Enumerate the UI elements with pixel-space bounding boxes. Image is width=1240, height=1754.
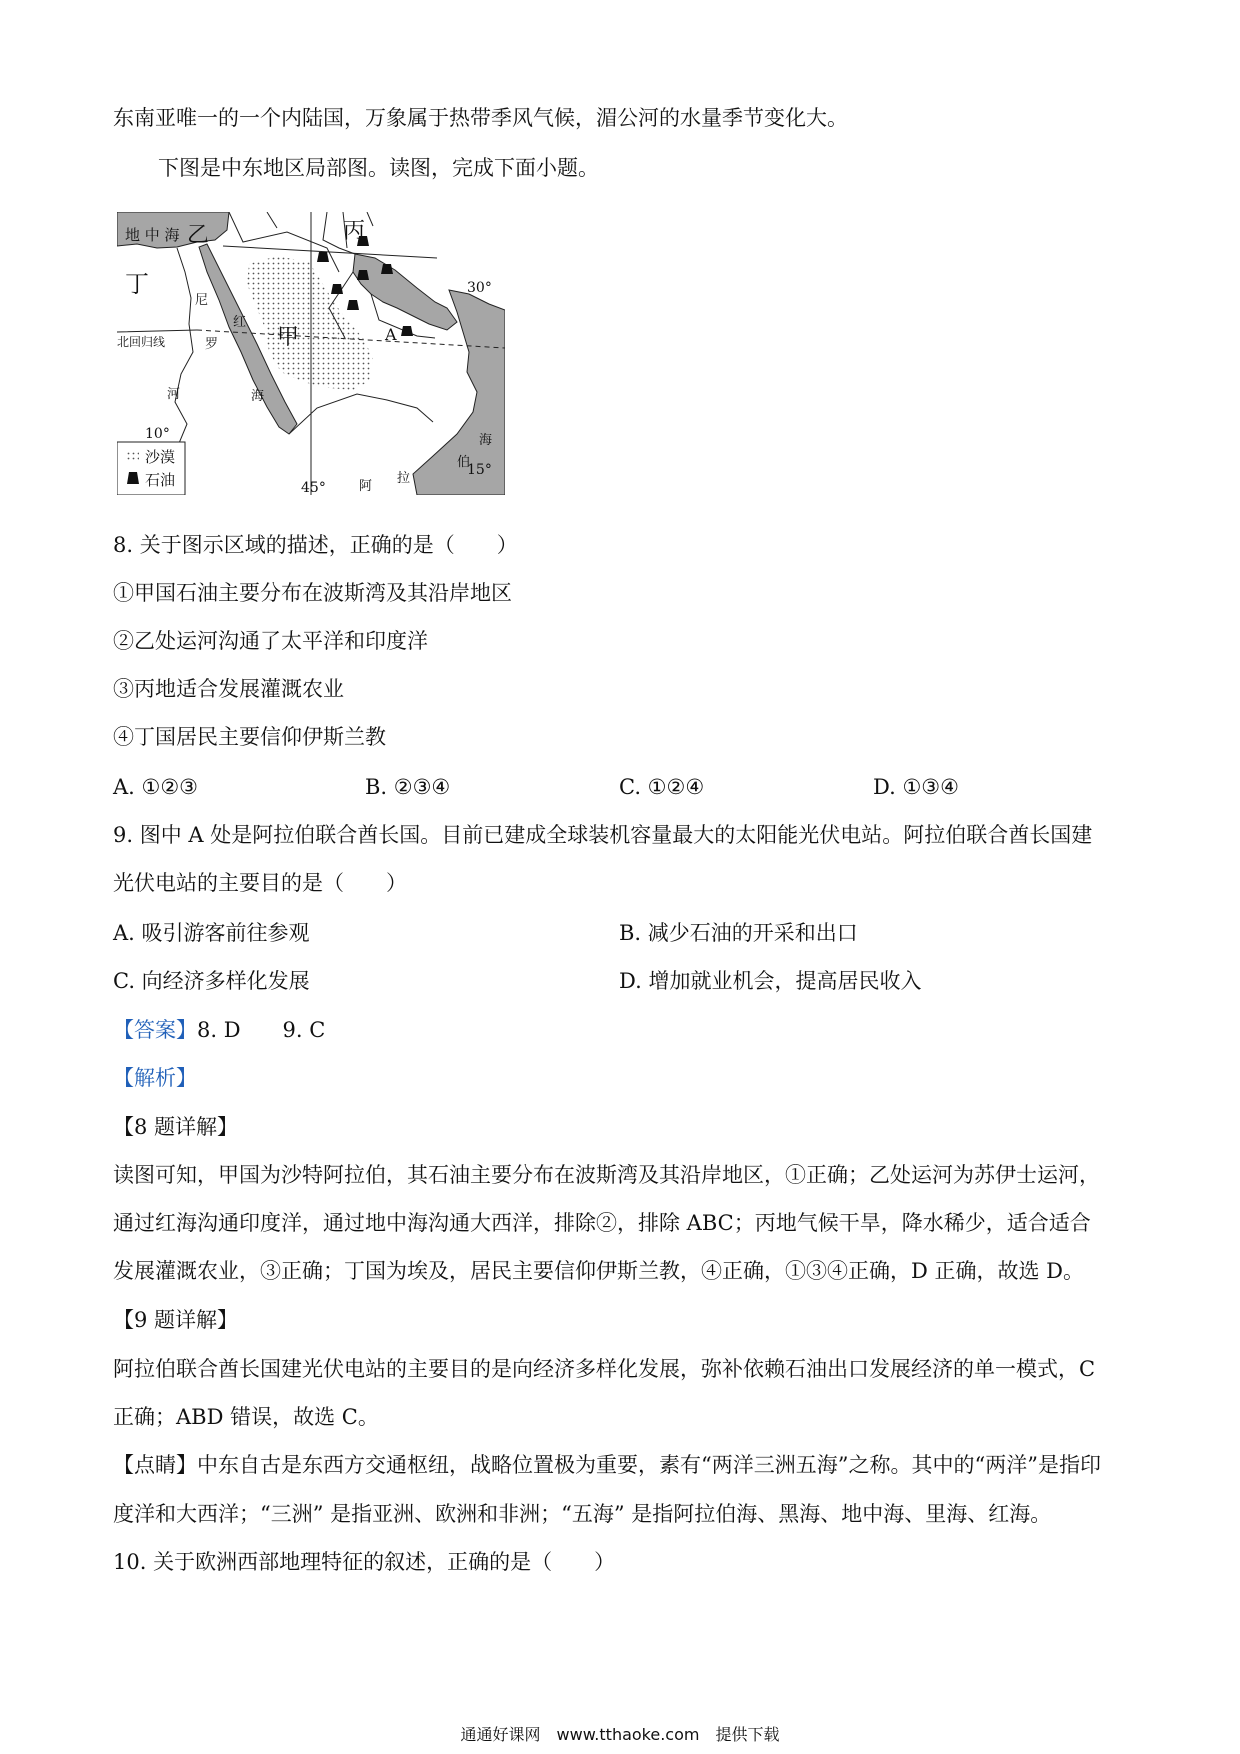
oil-icon [357, 270, 369, 280]
intro-line-2: 下图是中东地区局部图。读图，完成下面小题。 [158, 156, 599, 180]
oil-icon [401, 326, 413, 336]
oil-icon [347, 300, 359, 310]
label-A: A [385, 325, 397, 344]
q8-option-a: A. ①②③ [113, 775, 198, 799]
q8-stem: 8. 关于图示区域的描述，正确的是（ ） [113, 533, 518, 557]
q10-stem: 10. 关于欧洲西部地理特征的叙述，正确的是（ ） [113, 1550, 616, 1574]
label-arabian-sea-4: 阿 [359, 479, 373, 494]
label-lat30: 30° [467, 280, 492, 296]
q9-stem-line-2: 光伏电站的主要目的是（ ） [113, 871, 407, 895]
oil-legend-icon [127, 472, 139, 484]
q9-option-d: D. 增加就业机会，提高居民收入 [619, 969, 922, 993]
q9-option-a: A. 吸引游客前往参观 [113, 921, 310, 945]
label-arabian-sea-3: 拉 [397, 471, 411, 486]
q9-stem-line-1: 9. 图中 A 处是阿拉伯联合酋长国。目前已建成全球装机容量最大的太阳能光伏电站。阿拉伯联合酋长国建 [113, 823, 1093, 847]
desert-legend-icon [125, 450, 139, 462]
d9-tag: 【9 题详解】 [113, 1308, 239, 1332]
legend-oil-label: 石油 [145, 471, 176, 489]
footer-text: 通通好课网 www.tthaoke.com 提供下载 [460, 1725, 780, 1744]
label-jia: 甲 [277, 325, 300, 350]
d8-tag: 【8 题详解】 [113, 1115, 239, 1139]
answer-text: 8. D 9. C [197, 1018, 326, 1042]
label-nile-3: 河 [167, 387, 181, 402]
label-arabian-sea-1: 海 [479, 433, 493, 448]
label-mediterranean: 地 中 海 [125, 226, 180, 244]
q8-item-1: ①甲国石油主要分布在波斯湾及其沿岸地区 [113, 581, 512, 605]
middle-east-map [117, 212, 505, 495]
label-lat10: 10° [145, 426, 170, 442]
label-tropic: 北回归线 [117, 335, 166, 349]
q8-option-b: B. ②③④ [365, 775, 451, 799]
q8-option-c: C. ①②④ [619, 775, 705, 799]
legend-desert-label: 沙漠 [145, 448, 176, 466]
d8-line-2: 通过红海沟通印度洋，通过地中海沟通大西洋，排除②，排除 ABC；丙地气候干旱，降水稀少，适合适合 [113, 1211, 1091, 1235]
d9-line-2: 正确；ABD 错误，故选 C。 [113, 1405, 379, 1429]
q9-option-c: C. 向经济多样化发展 [113, 969, 310, 993]
oil-icon [331, 284, 343, 294]
label-nile-2: 罗 [205, 337, 219, 352]
label-red-sea-1: 红 [233, 315, 247, 330]
d8-line-3: 发展灌溉农业，③正确；丁国为埃及，居民主要信仰伊斯兰教，④正确，①③④正确，D 正确，故选 D。 [113, 1259, 1085, 1283]
tip-line-2: 度洋和大西洋；“三洲” 是指亚洲、欧洲和非洲；“五海” 是指阿拉伯海、黑海、地中海、里海、红海。 [113, 1502, 1052, 1526]
tip-text-1: 中东自古是东西方交通枢纽，战略位置极为重要，素有“两洋三洲五海”之称。其中的“两洋”是指印 [197, 1453, 1101, 1477]
label-red-sea-2: 海 [251, 389, 265, 404]
d9-line-1: 阿拉伯联合酋长国建光伏电站的主要目的是向经济多样化发展，弥补依赖石油出口发展经济的单一模式，C [113, 1357, 1096, 1381]
label-nile-1: 尼 [195, 293, 209, 308]
label-arabian-sea-2: 伯 [457, 455, 471, 470]
label-lat15: 15° [467, 462, 492, 478]
oil-icon [317, 252, 329, 262]
label-bing: 丙 [343, 219, 366, 244]
analysis-line [113, 1063, 197, 1093]
analysis-tag: 【解析】 [113, 1066, 197, 1090]
d8-line-1: 读图可知，甲国为沙特阿拉伯，其石油主要分布在波斯湾及其沿岸地区，①正确；乙处运河为苏伊士运河， [113, 1163, 1100, 1187]
q9-option-b: B. 减少石油的开采和出口 [619, 921, 858, 945]
label-yi: 乙 [187, 223, 210, 248]
label-ding: 丁 [125, 270, 149, 298]
q8-option-d: D. ①③④ [873, 775, 959, 799]
tip-line-1 [113, 1450, 1101, 1480]
oil-icon [381, 264, 393, 274]
q8-item-3: ③丙地适合发展灌溉农业 [113, 677, 344, 701]
q8-item-2: ②乙处运河沟通了太平洋和印度洋 [113, 629, 428, 653]
tip-tag: 【点睛】 [113, 1453, 197, 1477]
q8-item-4: ④丁国居民主要信仰伊斯兰教 [113, 725, 386, 749]
answer-tag: 【答案】 [113, 1018, 197, 1042]
label-lon45: 45° [301, 480, 326, 495]
answer-line [113, 1015, 325, 1045]
intro-line-1: 东南亚唯一的一个内陆国，万象属于热带季风气候，湄公河的水量季节变化大。 [113, 106, 848, 130]
